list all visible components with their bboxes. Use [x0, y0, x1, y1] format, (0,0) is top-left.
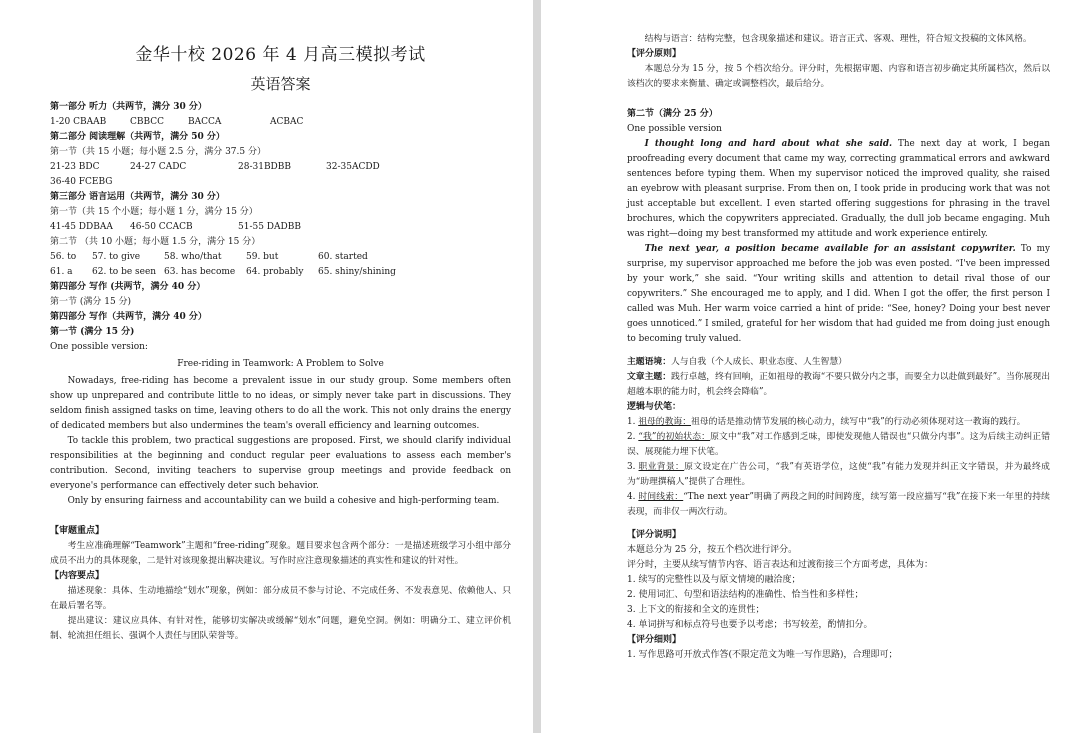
part3-row1 — [50, 250, 511, 265]
answer-item: 56. to — [50, 252, 77, 262]
logic-item — [627, 490, 1050, 520]
part2-answers — [50, 160, 511, 175]
paragraph-body: The next day at work, I began proofreading every document that came my way, correcting grammatical errors and awkward sentences before typing them. When my supervisor noticed the improved quality, she raised an eyebrow with pleasant surprise. From then on, I took pride in producing work that was not just acceptable but excellent. I even started offering suggestions for phrasing in the travel brochures, which the copywriters appreciated. Gradually, the dull job became engaging. Muh was right—doing my best transformed my attitude and work experience entirely. — [627, 139, 1050, 239]
theme-label: 文章主题： — [627, 372, 672, 382]
scoring-principle-text: 本题总分为 15 分，按 5 个档次给分。评分时，先根据审题、内容和语言初步确定其所属档次，然后以该档次的要求来衡量、确定或调整档次，最后给分。 — [627, 64, 1050, 89]
part2-heading: 第二部分 阅读理解（共两节，满分 50 分） — [50, 132, 225, 142]
item-text: 祖母的话是推动情节发展的核心动力，续写中“我”的行动必须体现对这一教诲的践行。 — [691, 417, 1026, 427]
answer-group: 41-45 DDBAA — [50, 222, 113, 232]
part3-row2 — [50, 265, 511, 280]
part4b-sec1: 第一节 (满分 15 分) — [50, 327, 135, 337]
answer-group: 21-23 BDC — [50, 162, 100, 172]
scoring-item: 1. 续写的完整性以及与原文情境的融洽度； — [627, 575, 801, 585]
structure-language-text: 结构与语言：结构完整，包含现象描述和建议。语言正式、客观、理性，符合短文投稿的文体风格。 — [644, 34, 1032, 44]
item-key: 职业背景： — [638, 462, 685, 472]
theme-context — [627, 355, 1050, 370]
scoring-item: 4. 单词拼写和标点符号也要予以考虑；书写较差，酌情扣分。 — [627, 620, 873, 630]
part1-answers — [50, 115, 511, 130]
item-number: 4. — [627, 492, 639, 502]
item-text: 原文设定在广告公司，“我”有英语学位，这使“我”有能力发现并纠正文字错误，并为最终成为“助理撰稿人”提供了合理性。 — [627, 462, 1050, 487]
logic-heading: 逻辑与伏笔： — [627, 402, 682, 412]
answer-item: 60. started — [318, 252, 368, 262]
answer-item: 65. shiny/shining — [318, 267, 396, 277]
item-text: “The next year”明确了两段之间的时间跨度，续写第一段应描写“我”在接下来一年里的持续表现，而非仅一两次行动。 — [627, 492, 1050, 517]
scoring-item: 3. 上下文的衔接和全文的连贯性； — [627, 605, 765, 615]
answer-group: 1-20 CBAAB — [50, 117, 107, 127]
essay-paragraph: Only by ensuring fairness and accountability can we build a cohesive and high-performing team. — [67, 496, 500, 506]
scoring-principle-heading: 【评分原则】 — [627, 49, 682, 59]
part4a-sec1: 第一节 (满分 15 分) — [50, 297, 132, 307]
answer-item: 59. but — [246, 252, 279, 262]
article-theme — [627, 370, 1050, 400]
part3-sec1: 第一节（共 15 个小题；每小题 1 分，满分 15 分） — [50, 207, 258, 217]
logic-item — [627, 430, 1050, 460]
answer-group: CBBCC — [130, 117, 165, 127]
scoring-details-heading: 【评分细则】 — [627, 635, 682, 645]
answer-item: 58. who/that — [164, 252, 222, 262]
content-points-heading: 【内容要点】 — [50, 571, 105, 581]
answer-group: 28-31BDBB — [238, 162, 292, 172]
item-text: 原文中“我”对工作感到乏味，即使发现他人错误也“只做分内事”。这为后续主动纠正错误、展现能力埋下伏笔。 — [627, 432, 1050, 457]
item-number: 2. — [627, 432, 639, 442]
logic-item — [627, 460, 1050, 490]
part1-heading: 第一部分 听力（共两节，满分 30 分） — [50, 102, 207, 112]
item-key: 祖母的教诲： — [638, 417, 691, 427]
scoring-text: 评分时，主要从续写情节内容、语言表达和过渡衔接三个方面考虑，具体为： — [627, 560, 934, 570]
answer-group: 32-35ACDD — [326, 162, 380, 172]
sec2-version: One possible version — [627, 124, 722, 134]
paragraph-lead: The next year, a position became available for an assistant copywriter. — [644, 244, 1016, 254]
item-number: 3. — [627, 462, 639, 472]
answer-item: 64. probably — [246, 267, 304, 277]
part2-sec1: 第一节（共 15 小题；每小题 2.5 分，满分 37.5 分） — [50, 147, 266, 157]
scoring-detail: 1. 写作思路可开放式作答(不限定范文为唯一写作思路)，合理即可； — [627, 650, 898, 660]
part2-answers2: 36-40 FCEBG — [50, 177, 113, 187]
answer-item: 57. to give — [92, 252, 141, 262]
analysis-text: 考生应准确理解“Teamwork”主题和“free-riding”现象。题目要求包含两个部分：一是描述班级学习小组中部分成员不出力的具体现象，二是针对该现象提出解决建议。写作时应注意现象描述的真实性和建议的针对性。 — [50, 541, 511, 566]
scoring-text: 本题总分为 25 分，按五个档次进行评分。 — [627, 545, 798, 555]
essay-paragraph: Nowadays, free-riding has become a prevalent issue in our study group. Some members often show up unprepared and contribute little to no ideas, or simply never take part in discussions. They seldom finish assigned tasks on time, leaving others to do all the work. This not only drains the energy of dedicated members but also undermines the team's overall efficiency and learning outcomes. — [50, 376, 511, 431]
continuation-paragraph — [627, 137, 1050, 242]
answer-item: 63. has become — [164, 267, 236, 277]
part3-answers — [50, 220, 511, 235]
item-key: 时间线索： — [638, 492, 684, 502]
scoring-item: 2. 使用词汇、句型和语法结构的准确性、恰当性和多样性； — [627, 590, 864, 600]
content-point: 描述现象：具体、生动地描绘“划水”现象，例如：部分成员不参与讨论、不完成任务、不发表意见、依赖他人、只在最后署名等。 — [50, 586, 511, 611]
page-left — [0, 0, 533, 733]
page-title: 金华十校 2026 年 4 月高三模拟考试 — [135, 45, 426, 65]
essay-version: One possible version: — [50, 342, 148, 352]
answer-group: ACBAC — [270, 117, 304, 127]
answer-group: BACCA — [188, 117, 222, 127]
continuation-paragraph — [627, 242, 1050, 347]
paragraph-body: To my surprise, my supervisor approached me before the job was even posted. “I've been impressed by your work,” she said. “Your writing skills and attention to detail rival those of our copywriters.” She encouraged me to apply, and I did. When I got the offer, the first person I called was Muh. Her warm voice carried a hint of pride: “See, honey? Doing your best never goes unnoticed.” I smiled, grateful for her wisdom that had guided me from doing just enough to becoming truly valued. — [627, 244, 1050, 344]
answer-group: 51-55 DADBB — [238, 222, 301, 232]
answer-item: 61. a — [50, 267, 73, 277]
item-key: “我”的初始状态： — [638, 432, 711, 442]
sec2-heading: 第二节（满分 25 分） — [627, 109, 718, 119]
content-point: 提出建议：建议应具体、有针对性，能够切实解决或缓解“划水”问题，避免空洞。例如：明确分工、建立评价机制、轮流担任组长、强调个人责任与团队荣誉等。 — [50, 616, 511, 641]
answer-group: 46-50 CCACB — [130, 222, 193, 232]
theme-text: 践行卓越，终有回响，正如祖母的教诲“不要只做分内之事，而要全力以赴做到最好”。当你展现出超越本职的能力时，机会终会降临”。 — [627, 372, 1050, 397]
item-number: 1. — [627, 417, 639, 427]
part4a-heading: 第四部分 写作 (共两节，满分 40 分） — [50, 282, 206, 292]
part4b-heading: 第四部分 写作（共两节，满分 40 分） — [50, 312, 207, 322]
theme-text: 人与自我（个人成长、职业态度、人生智慧） — [671, 357, 847, 367]
answer-item: 62. to be seen — [92, 267, 157, 277]
essay-paragraph: To tackle this problem, two practical suggestions are proposed. First, we should clarify individual responsibilities at the beginning and conduct regular peer evaluations to assess each member's contribution. Second, inviting teachers to supervise group meetings and provide feedback on everyone's performance can effectively deter such behavior. — [50, 436, 511, 491]
part3-heading: 第三部分 语言运用（共两节，满分 30 分） — [50, 192, 225, 202]
part3-sec2: 第二节 （共 10 小题；每小题 1.5 分，满分 15 分） — [50, 237, 261, 247]
page-subtitle: 英语答案 — [250, 75, 311, 93]
paragraph-lead: I thought long and hard about what she said. — [644, 139, 893, 149]
page-right — [541, 0, 1080, 733]
page-gap — [533, 0, 541, 733]
essay-title: Free-riding in Teamwork: A Problem to Solve — [177, 359, 384, 369]
logic-item — [627, 415, 1050, 430]
theme-label: 主题语境： — [627, 357, 671, 367]
scoring-notes-heading: 【评分说明】 — [627, 530, 682, 540]
analysis-heading: 【审题重点】 — [50, 526, 105, 536]
answer-group: 24-27 CADC — [130, 162, 187, 172]
